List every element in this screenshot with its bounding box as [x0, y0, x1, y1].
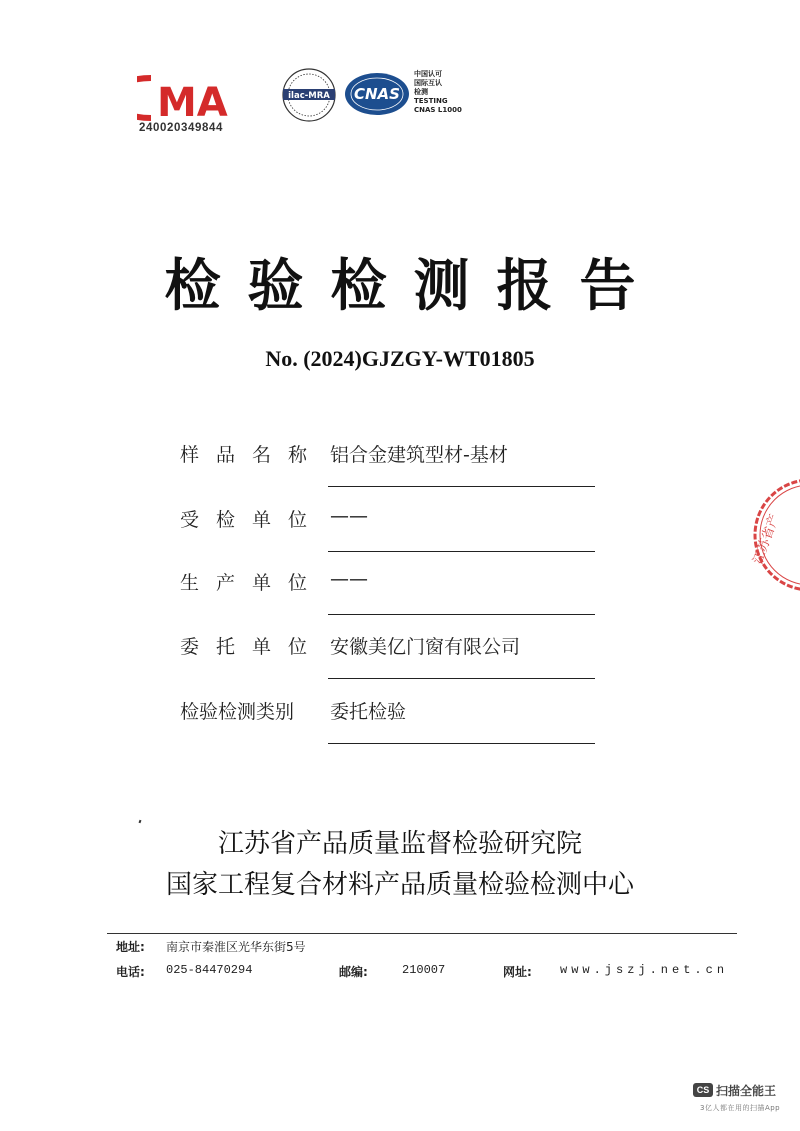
cma-logo-text: MA: [157, 80, 228, 126]
postcode-label: 邮编:: [339, 965, 368, 979]
field-value: ——: [330, 505, 368, 527]
cnas-caption-line: 国际互认: [414, 79, 442, 87]
field-value: 铝合金建筑型材-基材: [330, 444, 508, 466]
ilac-logo-text: ilac-MRA: [288, 91, 330, 101]
field-underline: [328, 743, 595, 744]
field-inspected-unit: [180, 505, 600, 535]
field-label: 受检单位: [180, 509, 325, 531]
cnas-caption-line: 中国认可: [414, 70, 442, 78]
ilac-mra-logo: [279, 65, 339, 125]
field-test-category: [180, 697, 600, 727]
seal-text: 江苏省产: [750, 512, 783, 567]
address-label: 地址:: [116, 940, 145, 954]
field-underline: [328, 486, 595, 487]
field-client: [180, 632, 600, 662]
cma-certificate-code: 240020349844: [139, 122, 223, 134]
cnas-caption-line: TESTING: [414, 97, 448, 105]
field-manufacturer: [180, 568, 600, 598]
field-underline: [328, 551, 595, 552]
phone-value: 025-84470294: [166, 963, 253, 977]
field-sample-name: [180, 440, 600, 470]
website-value: www.jszj.net.cn: [560, 963, 729, 977]
cnas-caption-line: 检测: [414, 88, 428, 96]
field-underline: [328, 678, 595, 679]
field-label: 生产单位: [180, 572, 325, 594]
phone-label: 电话:: [116, 965, 145, 979]
camscanner-name: 扫描全能王: [716, 1084, 777, 1098]
institute-name: 江苏省产品质量监督检验研究院: [217, 829, 582, 859]
center-name: 国家工程复合材料产品质量检验检测中心: [165, 870, 634, 900]
official-seal: [735, 470, 800, 600]
footer-divider: [107, 933, 737, 934]
cnas-logo-text: CNAS: [354, 85, 400, 103]
report-number: No. (2024)GJZGY-WT01805: [265, 346, 535, 371]
cma-logo-c-arc: [137, 78, 151, 118]
cnas-caption-line: CNAS L1000: [414, 106, 462, 114]
report-title: 检验检测报告: [164, 254, 663, 319]
website-label: 网址:: [503, 965, 532, 979]
field-label: 检验检测类别: [180, 701, 295, 723]
field-value: 委托检验: [330, 701, 407, 723]
postcode-value: 210007: [402, 963, 446, 977]
field-underline: [328, 614, 595, 615]
cnas-caption: [414, 70, 462, 115]
field-label: 样品名称: [180, 444, 325, 466]
field-value: ——: [330, 568, 368, 590]
camscanner-badge: CS: [693, 1083, 713, 1097]
field-value: 安徽美亿门窗有限公司: [330, 636, 521, 658]
field-label: 委托单位: [180, 636, 325, 658]
cnas-logo: [343, 70, 413, 118]
camscanner-tagline: 3亿人都在用的扫描App: [700, 1104, 781, 1112]
address-value: 南京市秦淮区光华东街5号: [166, 940, 306, 954]
